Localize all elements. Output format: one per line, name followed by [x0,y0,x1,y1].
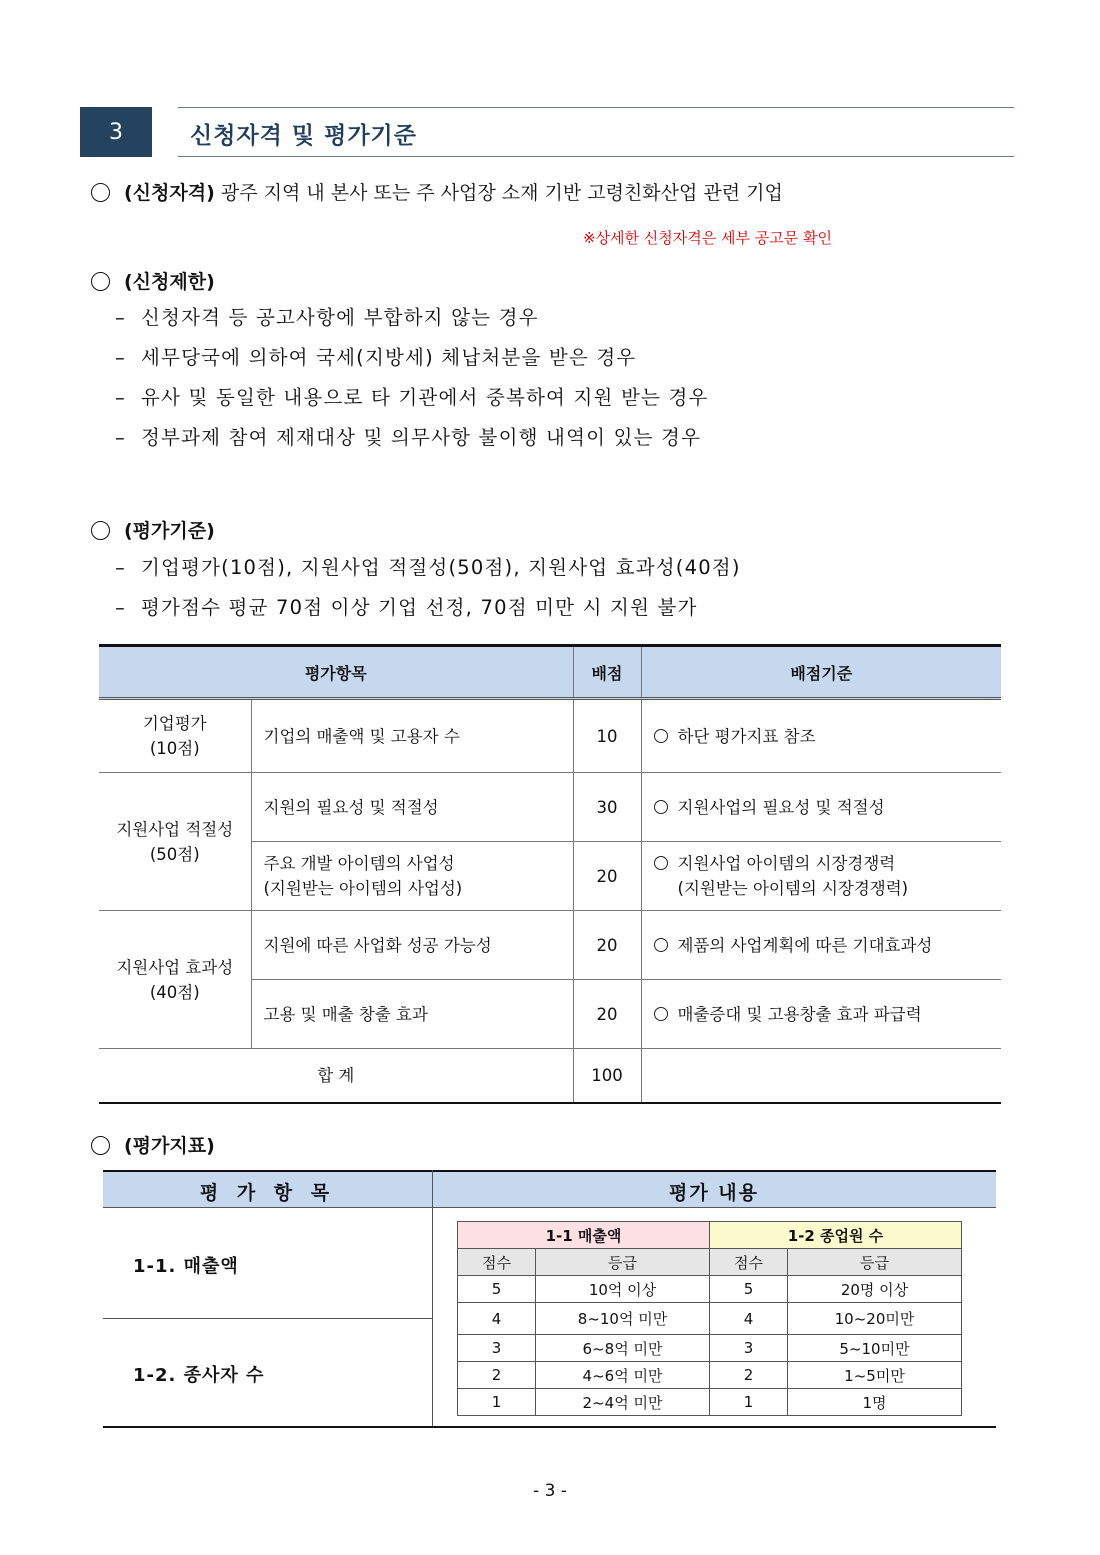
criteria-item: – 기업평가(10점), 지원사업 적절성(50점), 지원사업 효과성(40점) [115,556,741,579]
circle-bullet-icon [654,938,668,952]
eligibility-note: ※상세한 신청자격은 세부 공고문 확인 [583,229,832,247]
header-item: 평가항목 [99,646,573,699]
eligibility-label: (신청자격) [124,182,215,204]
indicator-table-header [103,1170,996,1208]
restriction-item: – 신청자격 등 공고사항에 부합하지 않는 경우 [115,306,539,329]
score-cell: 20 [573,911,641,980]
group-cell: 기업평가 (10점) [99,699,251,773]
restriction-heading [91,267,215,294]
grade-row: 3 6~8억 미만 3 5~10미만 [458,1335,962,1362]
group-cell: 지원사업 효과성 (40점) [99,911,251,1049]
table-row [99,911,1001,980]
col-grade: 등급 [788,1249,962,1276]
indicator-heading [91,1131,215,1158]
table-row [99,699,1001,773]
item-cell: 기업의 매출액 및 고용자 수 [251,699,573,773]
eligibility-line [91,178,783,205]
header-score: 배점 [573,646,641,699]
indicator-item-sales: 1-1. 매출액 [133,1256,239,1277]
score-cell: 20 [573,980,641,1049]
criteria-heading [91,516,215,543]
col-score: 점수 [458,1249,536,1276]
basis-cell: 제품의 사업계획에 따른 기대효과성 [641,911,1001,980]
total-label: 합 계 [99,1049,573,1103]
item-cell: 고용 및 매출 창출 효과 [251,980,573,1049]
indicator-label: (평가지표) [124,1135,215,1157]
circle-bullet-icon [91,521,110,540]
grade-table [457,1221,962,1416]
score-cell: 20 [573,842,641,911]
restriction-item: – 유사 및 동일한 내용으로 타 기관에서 중복하여 지원 받는 경우 [115,386,709,409]
grade-row: 2 4~6억 미만 2 1~5미만 [458,1362,962,1389]
staff-title: 1-2 종업원 수 [710,1222,962,1249]
circle-bullet-icon [654,729,668,743]
indicator-item-staff: 1-2. 종사자 수 [133,1365,265,1386]
header-eval-content: 평가 내용 [668,1182,760,1204]
header-eval-item: 평 가 항 목 [199,1182,336,1204]
eligibility-text: 광주 지역 내 본사 또는 주 사업장 소재 기반 고령친화산업 관련 기업 [214,182,783,204]
total-score: 100 [573,1049,641,1103]
item-cell: 지원의 필요성 및 적절성 [251,773,573,842]
item-cell: 지원에 따른 사업화 성공 가능성 [251,911,573,980]
restriction-label: (신청제한) [124,271,215,293]
header-basis: 배점기준 [641,646,1001,699]
basis-cell: 지원사업의 필요성 및 적절성 [641,773,1001,842]
section-title: 신청자격 및 평가기준 [190,123,417,149]
grade-row: 4 8~10억 미만 4 10~20미만 [458,1303,962,1335]
section-number: 3 [80,107,152,157]
group-cell: 지원사업 적절성 (50점) [99,773,251,911]
restriction-item: – 정부과제 참여 제재대상 및 의무사항 불이행 내역이 있는 경우 [115,426,702,449]
col-score: 점수 [710,1249,788,1276]
total-basis [641,1049,1001,1103]
indicator-table [103,1170,996,1428]
circle-bullet-icon [91,183,110,202]
circle-bullet-icon [654,1007,668,1021]
grade-row: 1 2~4억 미만 1 1명 [458,1389,962,1416]
score-cell: 30 [573,773,641,842]
sales-title: 1-1 매출액 [458,1222,710,1249]
circle-bullet-icon [654,856,668,870]
restriction-item: – 세무당국에 의하여 국세(지방세) 체납처분을 받은 경우 [115,346,637,369]
page-number: - 3 - [533,1481,567,1501]
total-row [99,1049,1001,1103]
col-grade: 등급 [536,1249,710,1276]
criteria-item: – 평가점수 평균 70점 이상 기업 선정, 70점 미만 시 지원 불가 [115,596,698,619]
criteria-table [99,644,1001,1104]
basis-cell: 지원사업 아이템의 시장경쟁력 (지원받는 아이템의 시장경쟁력) [641,842,1001,911]
item-cell: 주요 개발 아이템의 사업성 (지원받는 아이템의 사업성) [251,842,573,911]
circle-bullet-icon [91,1136,110,1155]
table-row [99,773,1001,842]
basis-cell: 매출증대 및 고용창출 효과 파급력 [641,980,1001,1049]
criteria-label: (평가기준) [124,520,215,542]
grade-row: 5 10억 이상 5 20명 이상 [458,1276,962,1303]
section-title-box [178,107,1014,157]
circle-bullet-icon [91,272,110,291]
score-cell: 10 [573,699,641,773]
circle-bullet-icon [654,800,668,814]
basis-cell: 하단 평가지표 참조 [641,699,1001,773]
